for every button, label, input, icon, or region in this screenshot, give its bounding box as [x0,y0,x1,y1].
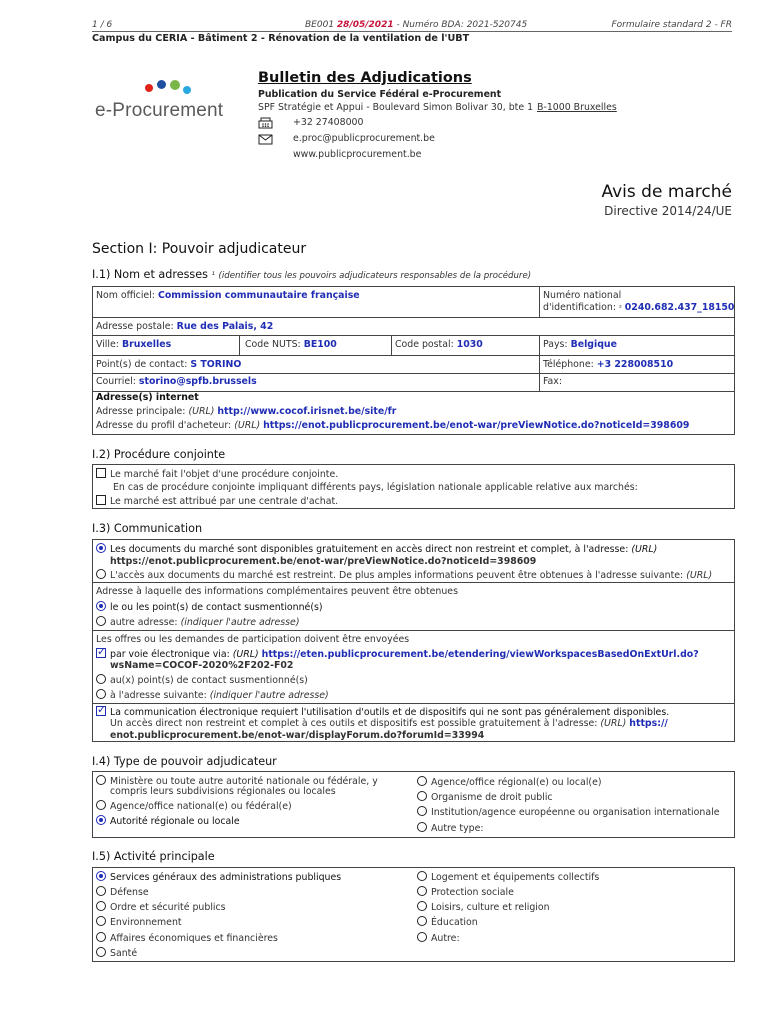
bda-number: - Numéro BDA: 2021-520745 [396,20,528,30]
contact-field: Point(s) de contact: S TORINO [96,359,242,370]
procedure-conjointe-checkbox[interactable] [96,468,106,478]
fax-field: Fax: [543,376,562,387]
activite-education-radio[interactable] [417,916,427,926]
type-agence-regionale-radio[interactable] [417,776,427,786]
legislation-text: En cas de procédure conjointe impliquant différents pays, législation nationale applicable relative aux marchés: [113,482,638,493]
bulletin-address: SPF Stratégie et Appui - Boulevard Simon Bolivar 30, bte 1 [258,102,534,113]
form-type: Formulaire standard 2 - FR [611,20,732,30]
activite-autre-option[interactable]: Autre: [417,932,460,944]
i3-heading: I.3) Communication [92,522,203,535]
bulletin-title: Bulletin des Adjudications [258,70,472,86]
activite-ordre-option[interactable]: Ordre et sécurité publics [96,901,226,913]
telephone-field: Téléphone: +3 228008510 [543,359,674,370]
mail-icon [258,133,273,145]
i2-heading: I.2) Procédure conjointe [92,448,226,461]
offres-url-continued[interactable]: wsName=COCOF-2020%2F202-F02 [110,660,294,671]
logo-text: e-Procurement [95,100,224,121]
info-contact-radio[interactable] [96,601,106,611]
documents-free-option[interactable]: Les documents du marché sont disponibles gratuitement en accès direct non restreint et complet, à l'adresse: (URL) [96,543,657,555]
type-agence-regionale-option[interactable]: Agence/office régional(e) ou local(e) [417,776,602,788]
ville-field: Ville: Bruxelles [96,339,172,350]
profil-acheteur-field: Adresse du profil d'acheteur: (URL) https://enot.publicprocurement.be/enot-war/preViewNotice.do?noticeId=398609 [96,420,690,431]
logo-dot-red [145,84,153,92]
publication-date: 28/05/2021 [336,20,394,30]
activite-loisirs-radio[interactable] [417,901,427,911]
activite-environnement-radio[interactable] [96,916,106,926]
i5-heading: I.5) Activité principale [92,850,215,863]
logo-dot-cyan [183,86,191,94]
offres-address-radio[interactable] [96,689,106,699]
documents-free-radio[interactable] [96,543,106,553]
bulletin-city[interactable]: B-1000 Bruxelles [537,102,617,113]
logo-dot-green [170,80,180,90]
type-ministere-continued: compris leurs subdivisions régionales ou locales [110,786,336,797]
type-autre-option[interactable]: Autre type: [417,822,484,834]
section-title: Section I: Pouvoir adjudicateur [92,241,307,257]
i4-heading: I.4) Type de pouvoir adjudicateur [92,755,277,768]
activite-sante-option[interactable]: Santé [96,947,137,959]
activite-affaires-radio[interactable] [96,932,106,942]
activite-education-option[interactable]: Éducation [417,916,478,928]
activite-logement-option[interactable]: Logement et équipements collectifs [417,871,599,883]
documents-restricted-option[interactable]: L'accès aux documents du marché est restreint. De plus amples informations peuvent être obtenues à l'adresse suivante: (URL) [96,569,712,581]
project-title: Campus du CERIA - Bâtiment 2 - Rénovation de la ventilation de l'UBT [92,33,470,44]
notice-directive: Directive 2014/24/UE [604,204,732,218]
info-heading: Adresse à laquelle des informations complémentaires peuvent être obtenues [96,586,458,597]
offres-contact-radio[interactable] [96,674,106,684]
nom-officiel-field: Nom officiel: Commission communautaire française [96,290,360,301]
logo-dot-blue [157,80,166,89]
activite-logement-radio[interactable] [417,871,427,881]
i5-box [92,867,735,962]
adresse-principale-field: Adresse principale: (URL) http://www.cocof.irisnet.be/site/fr [96,406,397,417]
centrale-achat-option[interactable]: Le marché est attribué par une centrale d'achat. [96,495,338,507]
activite-services-radio[interactable] [96,871,106,881]
activite-protection-radio[interactable] [417,886,427,896]
centrale-achat-checkbox[interactable] [96,495,106,505]
activite-defense-option[interactable]: Défense [96,886,149,898]
comm-electronic-checkbox[interactable] [96,706,106,716]
activite-sante-radio[interactable] [96,947,106,957]
phone-icon [258,117,273,129]
activite-loisirs-option[interactable]: Loisirs, culture et religion [417,901,550,913]
i1-heading: I.1) Nom et adresses ¹ (identifier tous les pouvoirs adjudicateurs responsables de la procédure) [92,268,532,281]
bulletin-subtitle: Publication du Service Fédéral e-Procurement [258,89,502,100]
adresse-postale-field: Adresse postale: Rue des Palais, 42 [96,321,274,332]
i3-box [92,539,735,742]
i2-box [92,464,735,509]
header-divider [92,31,732,32]
eprocurement-logo [95,78,225,128]
type-institution-radio[interactable] [417,806,427,816]
type-organisme-option[interactable]: Organisme de droit public [417,791,553,803]
activite-protection-option[interactable]: Protection sociale [417,886,514,898]
documents-url[interactable]: https://enot.publicprocurement.be/enot-war/preViewNotice.do?noticeId=398609 [110,556,537,567]
bulletin-phone-row [258,117,364,132]
type-organisme-radio[interactable] [417,791,427,801]
activite-environnement-option[interactable]: Environnement [96,916,182,928]
activite-affaires-option[interactable]: Affaires économiques et financières [96,932,278,944]
type-agence-nationale-option[interactable]: Agence/office national(e) ou fédéral(e) [96,800,292,812]
ref-code: BE001 [305,20,335,30]
courriel-field: Courriel: storino@spfb.brussels [96,376,257,387]
comm-url[interactable]: enot.publicprocurement.be/enot-war/displayForum.do?forumId=33994 [110,730,485,741]
numero-label: Numéro national [543,290,622,301]
i1-table [92,286,735,435]
header-reference [305,20,527,30]
offres-contact-option[interactable]: au(x) point(s) de contact susmentionné(s) [96,674,308,686]
type-autorite-regionale-radio[interactable] [96,815,106,825]
comm-electronic-option[interactable]: ✓La communication électronique requiert l'utilisation d'outils et de dispositifs qui ne sont pas généralement disponibles. [96,706,669,718]
info-other-radio[interactable] [96,616,106,626]
type-agence-nationale-radio[interactable] [96,800,106,810]
info-other-option[interactable]: autre adresse: (indiquer l'autre adresse) [96,616,299,628]
pays-field: Pays: Belgique [543,339,617,350]
i1-hint: (identifier tous les pouvoirs adjudicateurs responsables de la procédure) [218,271,532,281]
type-ministere-radio[interactable] [96,775,106,785]
activite-ordre-radio[interactable] [96,901,106,911]
activite-autre-radio[interactable] [417,932,427,942]
comm-access-text: Un accès direct non restreint et complet à ces outils et dispositifs est possible gratuitement à l'adresse: (URL) https:// [110,718,668,729]
bulletin-email[interactable]: e.proc@publicprocurement.be [293,133,435,144]
code-postal-field: Code postal: 1030 [395,339,483,350]
notice-title: Avis de marché [601,182,732,202]
documents-restricted-radio[interactable] [96,569,106,579]
page-number: 1 / 6 [92,20,113,30]
procedure-conjointe-option[interactable]: Le marché fait l'objet d'une procédure conjointe. [96,468,338,480]
internet-heading: Adresse(s) internet [96,392,199,403]
activite-services-option[interactable]: Services généraux des administrations publiques [96,871,341,883]
i4-box [92,771,735,838]
offres-electronic-option[interactable]: ✓par voie électronique via: (URL) https://eten.publicprocurement.be/etendering/viewWorkspacesBasedOnExtUrl.do? [96,648,699,660]
type-institution-option[interactable]: Institution/agence européenne ou organisation internationale [417,806,719,818]
nuts-field: Code NUTS: BE100 [245,339,337,350]
numero-field: d'identification: ² 0240.682.437_18150 [543,302,735,313]
bulletin-phone: +32 27408000 [293,117,364,128]
type-ministere-option[interactable]: Ministère ou toute autre autorité nationale ou fédérale, y [96,775,378,787]
offres-heading: Les offres ou les demandes de participation doivent être envoyées [96,634,410,645]
activite-defense-radio[interactable] [96,886,106,896]
type-autre-radio[interactable] [417,822,427,832]
offres-address-option[interactable]: à l'adresse suivante: (indiquer l'autre adresse) [96,689,329,701]
type-autorite-regionale-option[interactable]: Autorité régionale ou locale [96,815,240,827]
bulletin-web[interactable]: www.publicprocurement.be [293,149,422,160]
bulletin-email-row [258,133,435,148]
info-contact-option[interactable]: le ou les point(s) de contact susmentionné(s) [96,601,323,613]
offres-electronic-checkbox[interactable] [96,648,106,658]
